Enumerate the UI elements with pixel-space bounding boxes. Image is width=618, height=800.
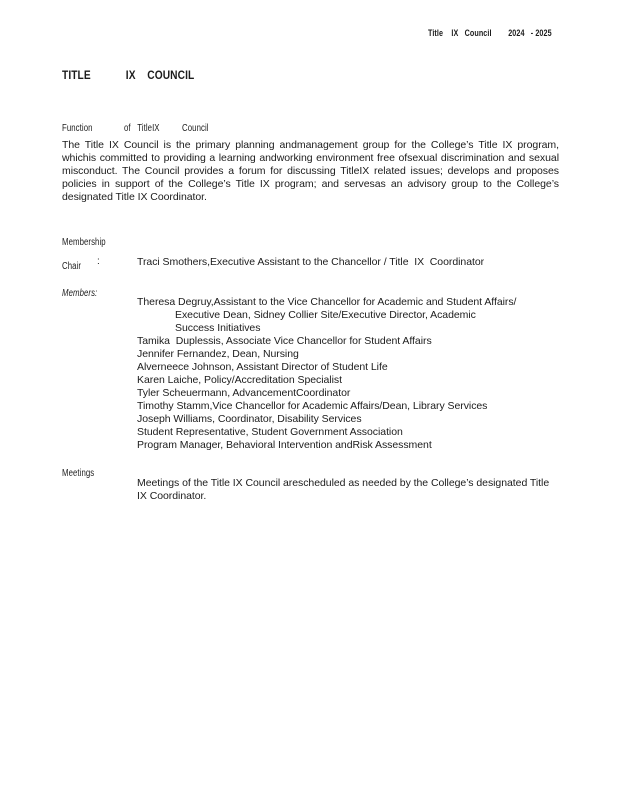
member-line-text: Success Initiatives: [175, 322, 261, 334]
member-line-text: Timothy Stamm,Vice Chancellor for Academic Affairs/Dean, Library Services: [137, 400, 488, 412]
member-line: [62, 309, 602, 322]
member-line: [62, 387, 602, 400]
members-list: [62, 296, 602, 452]
header-reference: [428, 28, 583, 38]
meetings-section-label: [62, 463, 103, 481]
member-line-text: Joseph Williams, Coordinator, Disability Services: [137, 413, 362, 425]
chair-separator: :: [97, 256, 100, 267]
member-line-text: Alverneece Johnson, Assistant Director of Student Life: [137, 361, 388, 373]
member-line: [62, 374, 602, 387]
page-title: [62, 68, 218, 82]
chair-value: Traci Smothers,Executive Assistant to the Chancellor / Title IX Coordinator: [137, 256, 485, 268]
member-line-text: Theresa Degruy,Assistant to the Vice Chancellor for Academic and Student Affairs/: [137, 296, 517, 308]
function-section-label-text: Function of TitleIX Council: [62, 123, 209, 134]
membership-section-label: [62, 232, 118, 250]
member-line: [62, 361, 602, 374]
member-line: [62, 413, 602, 426]
member-line-text: Student Representative, Student Government Association: [137, 426, 403, 438]
member-line-text: Karen Laiche, Policy/Accreditation Specialist: [137, 374, 342, 386]
member-line-text: Program Manager, Behavioral Intervention andRisk Assessment: [137, 439, 432, 451]
member-line-text: Tamika Duplessis, Associate Vice Chancellor for Student Affairs: [137, 335, 432, 347]
member-line: [62, 296, 602, 309]
member-line-text: Tyler Scheuermann, AdvancementCoordinator: [137, 387, 351, 399]
chair-row: [62, 256, 582, 270]
meetings-paragraph: Meetings of the Title IX Council arescheduled as needed by the College’s designated Title IX Coordinator.: [137, 477, 550, 502]
member-line: [62, 348, 602, 361]
member-line: [62, 335, 602, 348]
member-line: [62, 439, 602, 452]
header-reference-text: Title IX Council 2024 - 2025: [428, 28, 552, 38]
member-line: [62, 400, 602, 413]
chair-label: Chair: [62, 261, 82, 272]
meetings-section-label-text: Meetings: [62, 468, 95, 479]
members-section-label-text: Members:: [62, 288, 98, 299]
page-title-text: TITLE IX COUNCIL: [62, 68, 195, 82]
member-line: [62, 426, 602, 439]
member-line-text: Executive Dean, Sidney Collier Site/Executive Director, Academic: [175, 309, 476, 321]
function-section-label: [62, 118, 250, 136]
member-line-text: Jennifer Fernandez, Dean, Nursing: [137, 348, 299, 360]
intro-paragraph: The Title IX Council is the primary planning andmanagement group for the College’s Title IX program, whichis committed to providing a learning andworking environment free ofsexual discrimination and sexual misconduct. The Council provides a forum for discussing TitleIX related issues; develops and proposes policies in support of the College’s Title IX program; and servesas an advisory group to the College’s designated Title IX Coordinator.: [62, 139, 559, 203]
membership-section-label-text: Membership: [62, 237, 106, 248]
member-line: [62, 322, 602, 335]
